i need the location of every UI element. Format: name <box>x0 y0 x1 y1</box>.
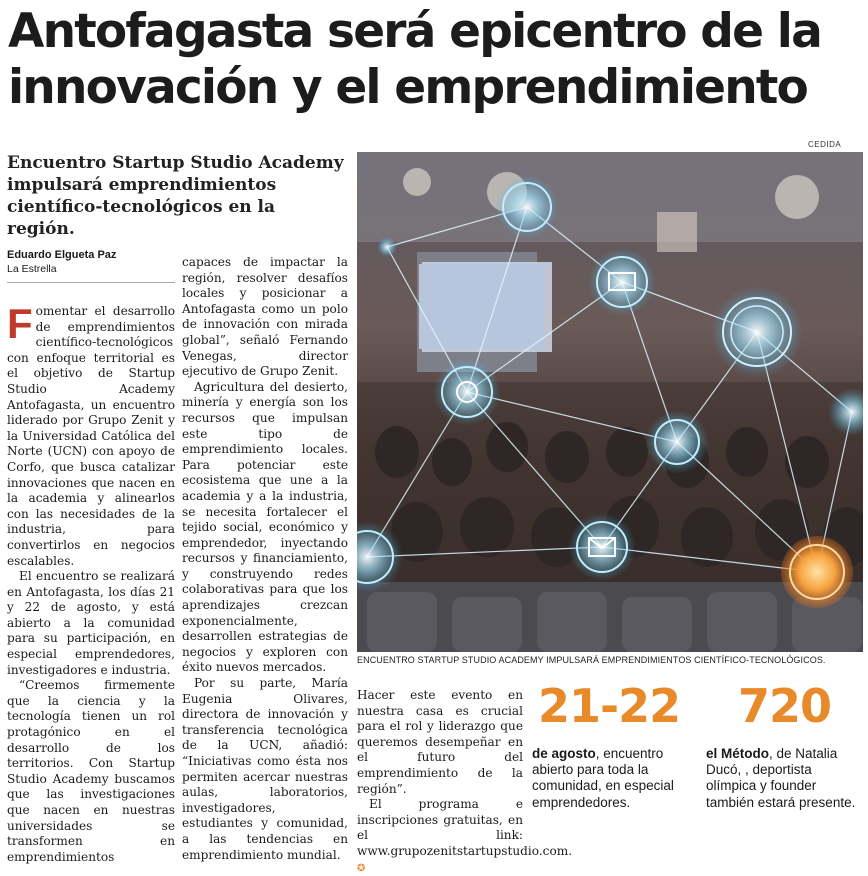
network-node-icon <box>495 175 559 239</box>
paragraph: Hacer este evento en nuestra casa es crucial para el rol y liderazgo que queremos desempeñar en el futuro del emprendimiento de la región”. <box>357 688 523 796</box>
body-column-1 <box>7 300 175 865</box>
byline <box>7 248 177 276</box>
network-node-icon <box>377 237 397 257</box>
stat-number-dates: 21-22 <box>538 679 681 733</box>
end-mark-icon: ✪ <box>357 862 366 874</box>
paragraph-text: omentar el desarrollo de emprendimientos científico-tecnológicos con enfoque territorial es el objetivo de Startup Studio Academy Antofagasta, un encuentro liderado por Grupo Zenit y la Universidad Católica del Norte (UCN) con apoyo de Corfo, que busca catalizar innovaciones que nacen en la academia y alinearlos con las necesidades de la industria, para convertirlos en negocios escalables. <box>7 304 175 568</box>
author-name: Eduardo Elgueta Paz <box>7 249 117 261</box>
paragraph: Por su parte, María Eugenia Olivares, directora de innovación y transferencia tecnológica de la UCN, añadió: “Iniciativas como ésta nos permiten acercar nuestras aulas, laboratorios, investigadores, estudiantes y comunidad, a las tendencias en emprendimiento mundial. <box>182 676 348 862</box>
globe-icon <box>645 410 709 474</box>
article-photo <box>357 152 863 652</box>
headline: Antofagasta será epicentro de la innovación y el emprendimiento <box>8 4 821 115</box>
byline-divider <box>7 282 175 283</box>
paragraph: Agricultura del desierto, minería y energía son los recursos que impulsan este tipo de emprendimiento locales. Para potenciar este ecosistema que une a la academia y a la industria, se necesita fortalecer el tejido social, económico y emprendedor, inyectando recursos y financiamiento, y construyendo redes colaborativas para que los aprendizajes crezcan exponencialmente, desarrollen estrategias de negocios y exploren con éxito nuevos mercados. <box>182 379 348 675</box>
photo-caption: ENCUENTRO STARTUP STUDIO ACADEMY IMPULSARÁ EMPRENDIMIENTOS CIENTÍFICO-TECNOLÓGICOS. <box>357 655 826 665</box>
stat-bold: de agosto <box>532 746 596 761</box>
paragraph-text: El programa e inscripciones gratuitas, en el link: www.grupozenitstartupstudio.com. <box>357 797 573 858</box>
stat-description-dates <box>532 746 682 811</box>
paragraph: “Creemos firmemente que la ciencia y la tecnología tienen un rol protagónico en el desarrollo de los territorios. Con Startup Studio Academy buscamos que las investigaciones que nacen en nuestras universidades se transformen en emprendimientos <box>7 678 175 864</box>
paragraph: El encuentro se realizará en Antofagasta, los días 21 y 22 de agosto, y está abierto a la comunidad para su participación, en especial emprendedores, investigadores e industria. <box>7 569 175 677</box>
outlet-name: La Estrella <box>7 263 57 275</box>
mail-icon <box>568 513 636 581</box>
photo-credit: CEDIDA <box>808 140 842 149</box>
subheadline: Encuentro Startup Studio Academy impulsará emprendimientos científico-tecnológicos en la región. <box>7 153 344 239</box>
stat-number-720: 720 <box>738 679 832 733</box>
paragraph <box>357 797 573 876</box>
monitor-icon <box>588 248 656 316</box>
target-icon <box>433 358 501 426</box>
conference-network-illustration <box>357 152 863 652</box>
paragraph <box>7 300 175 569</box>
drop-cap: F <box>7 300 33 347</box>
network-node-icon <box>711 286 803 378</box>
body-column-2 <box>182 255 348 863</box>
stat-text: , de Natalia Ducó, , deportista olímpica y founder también estará presente. <box>706 746 856 810</box>
stat-bold: el Método <box>706 746 769 761</box>
paragraph: capaces de impactar la región, resolver desafíos locales y posicionar a Antofagasta como un polo de innovación con mirada global”, señaló Fernando Venegas, director ejecutivo de Grupo Zenit. <box>182 255 348 379</box>
stat-text: , encuentro abierto para toda la comunidad, en especial emprendedores. <box>532 746 674 810</box>
cloud-icon <box>781 536 853 608</box>
stat-description-720 <box>706 746 864 811</box>
